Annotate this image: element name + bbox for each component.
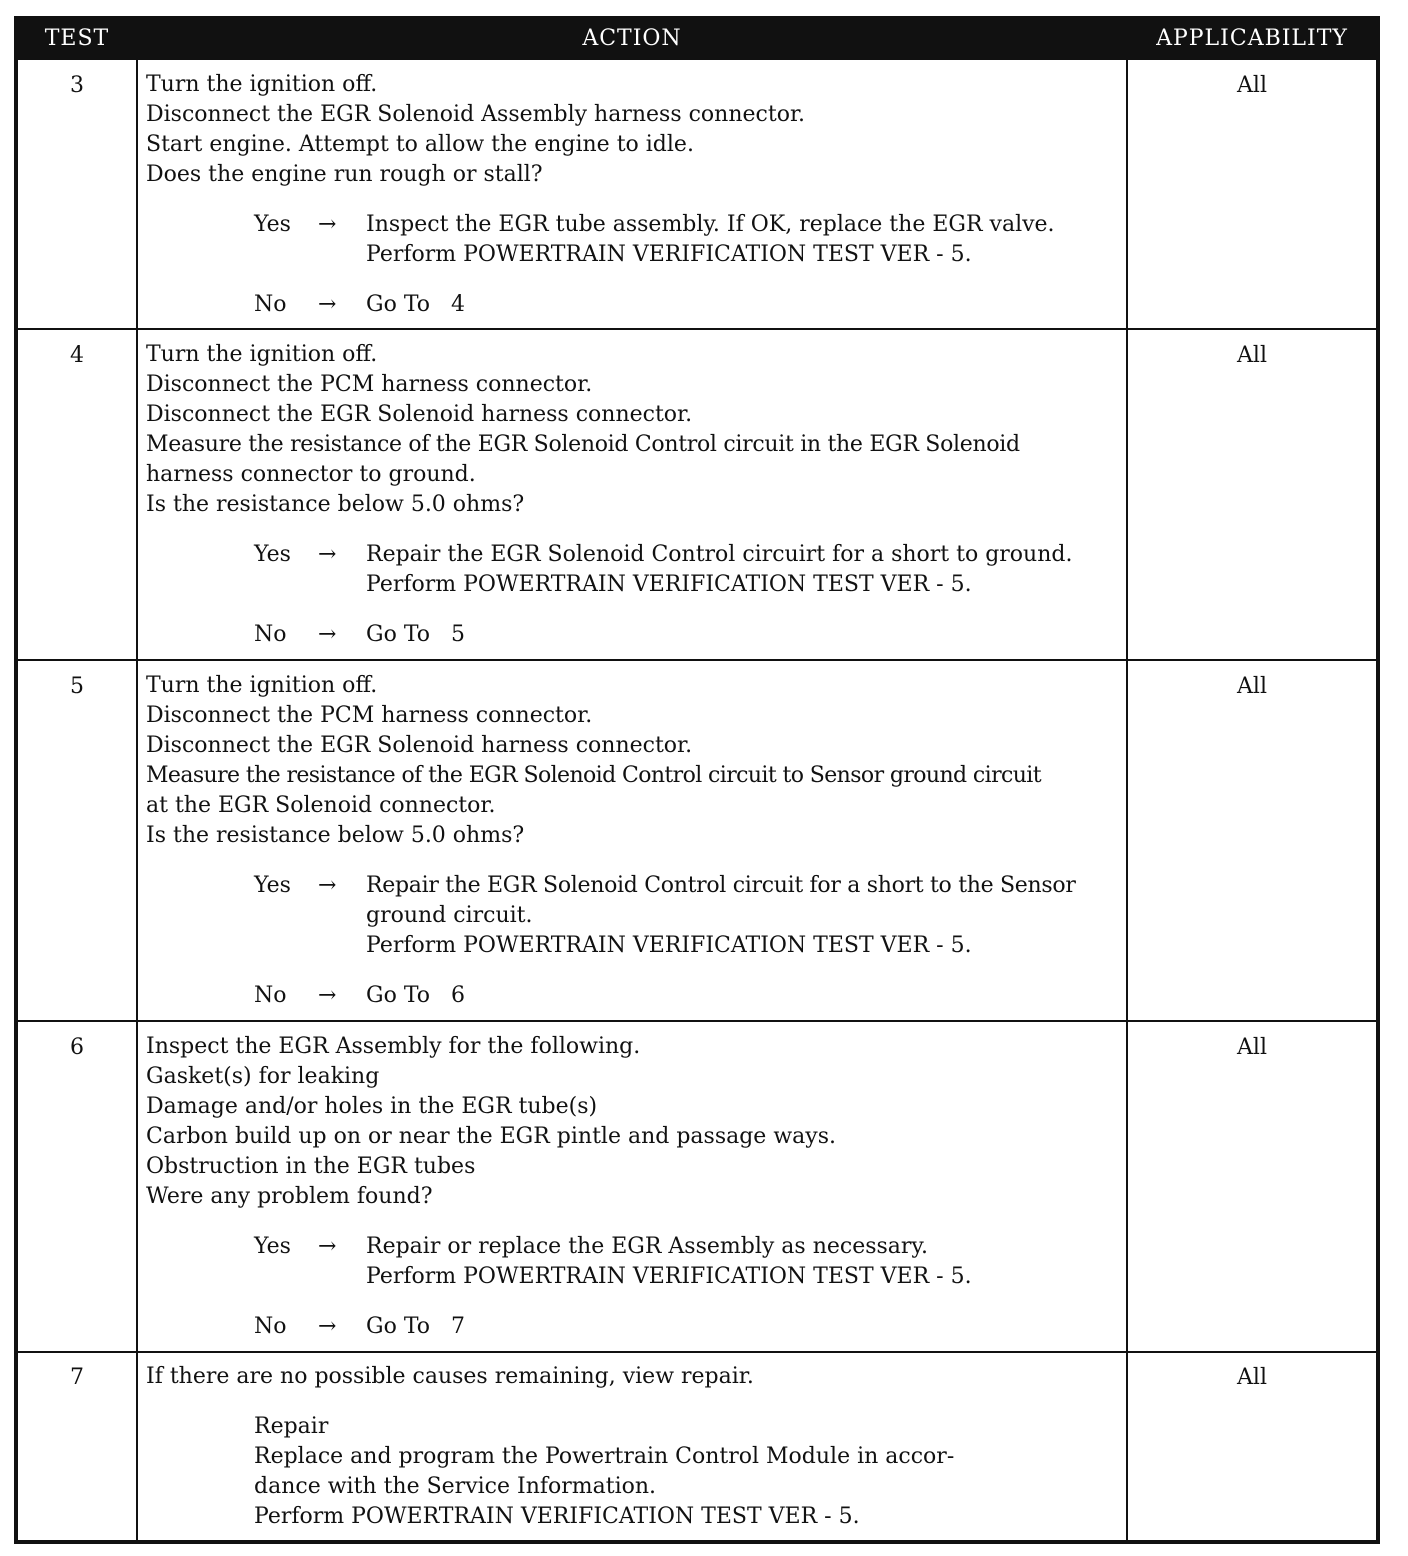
yes-branch bbox=[254, 540, 1124, 600]
yes-result: Repair the EGR Solenoid Control circuit for a short to the Sensor bbox=[366, 873, 1076, 898]
no-label: No bbox=[254, 983, 287, 1008]
yes-result: Perform POWERTRAIN VERIFICATION TEST VER - 5. bbox=[366, 1264, 972, 1289]
repair-line: dance with the Service Information. bbox=[254, 1474, 657, 1499]
action-step: at the EGR Solenoid connector. bbox=[146, 793, 496, 818]
table-header bbox=[18, 20, 1376, 60]
no-label: No bbox=[254, 1314, 287, 1339]
action-step: Is the resistance below 5.0 ohms? bbox=[146, 823, 525, 848]
repair-line: Perform POWERTRAIN VERIFICATION TEST VER - 5. bbox=[254, 1504, 860, 1529]
applicability-value: All bbox=[1237, 73, 1267, 98]
row-divider bbox=[18, 659, 1376, 661]
row-divider bbox=[18, 328, 1376, 330]
action-step: Disconnect the EGR Solenoid Assembly harness connector. bbox=[146, 102, 806, 127]
action-step: Obstruction in the EGR tubes bbox=[146, 1154, 476, 1179]
action-step: Gasket(s) for leaking bbox=[146, 1064, 380, 1089]
yes-result: ground circuit. bbox=[366, 903, 533, 928]
action-step: Turn the ignition off. bbox=[146, 342, 378, 367]
no-result: Go To 5 bbox=[366, 622, 465, 647]
action-step: Disconnect the EGR Solenoid harness connector. bbox=[146, 402, 693, 427]
repair-text bbox=[254, 1442, 1124, 1532]
arrow-icon: → bbox=[318, 1314, 337, 1339]
arrow-icon: → bbox=[318, 983, 337, 1008]
action-step: Turn the ignition off. bbox=[146, 673, 378, 698]
yes-label: Yes bbox=[254, 542, 291, 567]
arrow-icon: → bbox=[318, 1234, 337, 1259]
header-applicability: APPLICABILITY bbox=[1156, 26, 1348, 51]
yes-result: Inspect the EGR tube assembly. If OK, replace the EGR valve. bbox=[366, 212, 1055, 237]
yes-result: Repair or replace the EGR Assembly as necessary. bbox=[366, 1234, 928, 1259]
no-branch bbox=[254, 620, 1124, 650]
no-branch bbox=[254, 1312, 1124, 1342]
applicability-value: All bbox=[1237, 343, 1267, 368]
test-number: 7 bbox=[70, 1365, 84, 1390]
no-label: No bbox=[254, 622, 287, 647]
action-step: Were any problem found? bbox=[146, 1184, 433, 1209]
row-divider bbox=[18, 1020, 1376, 1022]
action-cell bbox=[146, 340, 1124, 650]
column-divider bbox=[136, 60, 138, 1540]
row-divider bbox=[18, 1351, 1376, 1353]
test-number: 5 bbox=[70, 674, 84, 699]
repair-label: Repair bbox=[254, 1414, 329, 1439]
yes-branch bbox=[254, 210, 1124, 270]
header-test: TEST bbox=[44, 26, 110, 51]
no-result: Go To 4 bbox=[366, 292, 465, 317]
action-step: If there are no possible causes remaining, view repair. bbox=[146, 1364, 754, 1389]
yes-branch bbox=[254, 871, 1124, 961]
test-number: 6 bbox=[70, 1035, 84, 1060]
test-number: 4 bbox=[70, 343, 84, 368]
yes-result: Perform POWERTRAIN VERIFICATION TEST VER - 5. bbox=[366, 933, 972, 958]
action-step: Disconnect the PCM harness connector. bbox=[146, 703, 593, 728]
action-cell bbox=[146, 70, 1124, 320]
action-step: Is the resistance below 5.0 ohms? bbox=[146, 492, 525, 517]
yes-branch bbox=[254, 1232, 1124, 1292]
action-step: Does the engine run rough or stall? bbox=[146, 162, 543, 187]
action-step: Damage and/or holes in the EGR tube(s) bbox=[146, 1094, 598, 1119]
action-step: Start engine. Attempt to allow the engine to idle. bbox=[146, 132, 694, 157]
action-step: Measure the resistance of the EGR Solenoid Control circuit to Sensor ground circuit bbox=[146, 763, 1041, 788]
applicability-value: All bbox=[1237, 1365, 1267, 1390]
header-action: ACTION bbox=[582, 26, 682, 51]
action-cell bbox=[146, 671, 1124, 1011]
applicability-value: All bbox=[1237, 674, 1267, 699]
yes-result: Perform POWERTRAIN VERIFICATION TEST VER - 5. bbox=[366, 572, 972, 597]
yes-label: Yes bbox=[254, 1234, 291, 1259]
no-branch bbox=[254, 290, 1124, 320]
arrow-icon: → bbox=[318, 212, 337, 237]
no-result: Go To 6 bbox=[366, 983, 465, 1008]
no-result: Go To 7 bbox=[366, 1314, 465, 1339]
action-step: harness connector to ground. bbox=[146, 462, 476, 487]
action-step: Turn the ignition off. bbox=[146, 72, 378, 97]
arrow-icon: → bbox=[318, 292, 337, 317]
yes-result: Repair the EGR Solenoid Control circuirt for a short to ground. bbox=[366, 542, 1073, 567]
action-step: Carbon build up on or near the EGR pintle and passage ways. bbox=[146, 1124, 836, 1149]
action-cell bbox=[146, 1032, 1124, 1342]
test-number: 3 bbox=[70, 73, 84, 98]
action-step: Inspect the EGR Assembly for the following. bbox=[146, 1034, 641, 1059]
yes-label: Yes bbox=[254, 212, 291, 237]
action-step: Measure the resistance of the EGR Solenoid Control circuit in the EGR Solenoid bbox=[146, 432, 1020, 457]
no-branch bbox=[254, 981, 1124, 1011]
yes-label: Yes bbox=[254, 873, 291, 898]
arrow-icon: → bbox=[318, 622, 337, 647]
no-label: No bbox=[254, 292, 287, 317]
yes-result: Perform POWERTRAIN VERIFICATION TEST VER - 5. bbox=[366, 242, 972, 267]
applicability-value: All bbox=[1237, 1035, 1267, 1060]
repair-line: Replace and program the Powertrain Control Module in accor- bbox=[254, 1444, 955, 1469]
column-divider bbox=[1126, 60, 1128, 1540]
action-cell bbox=[146, 1362, 1124, 1532]
diagnostic-test-table bbox=[14, 16, 1380, 1544]
action-step: Disconnect the EGR Solenoid harness connector. bbox=[146, 733, 693, 758]
arrow-icon: → bbox=[318, 542, 337, 567]
arrow-icon: → bbox=[318, 873, 337, 898]
action-step: Disconnect the PCM harness connector. bbox=[146, 372, 593, 397]
